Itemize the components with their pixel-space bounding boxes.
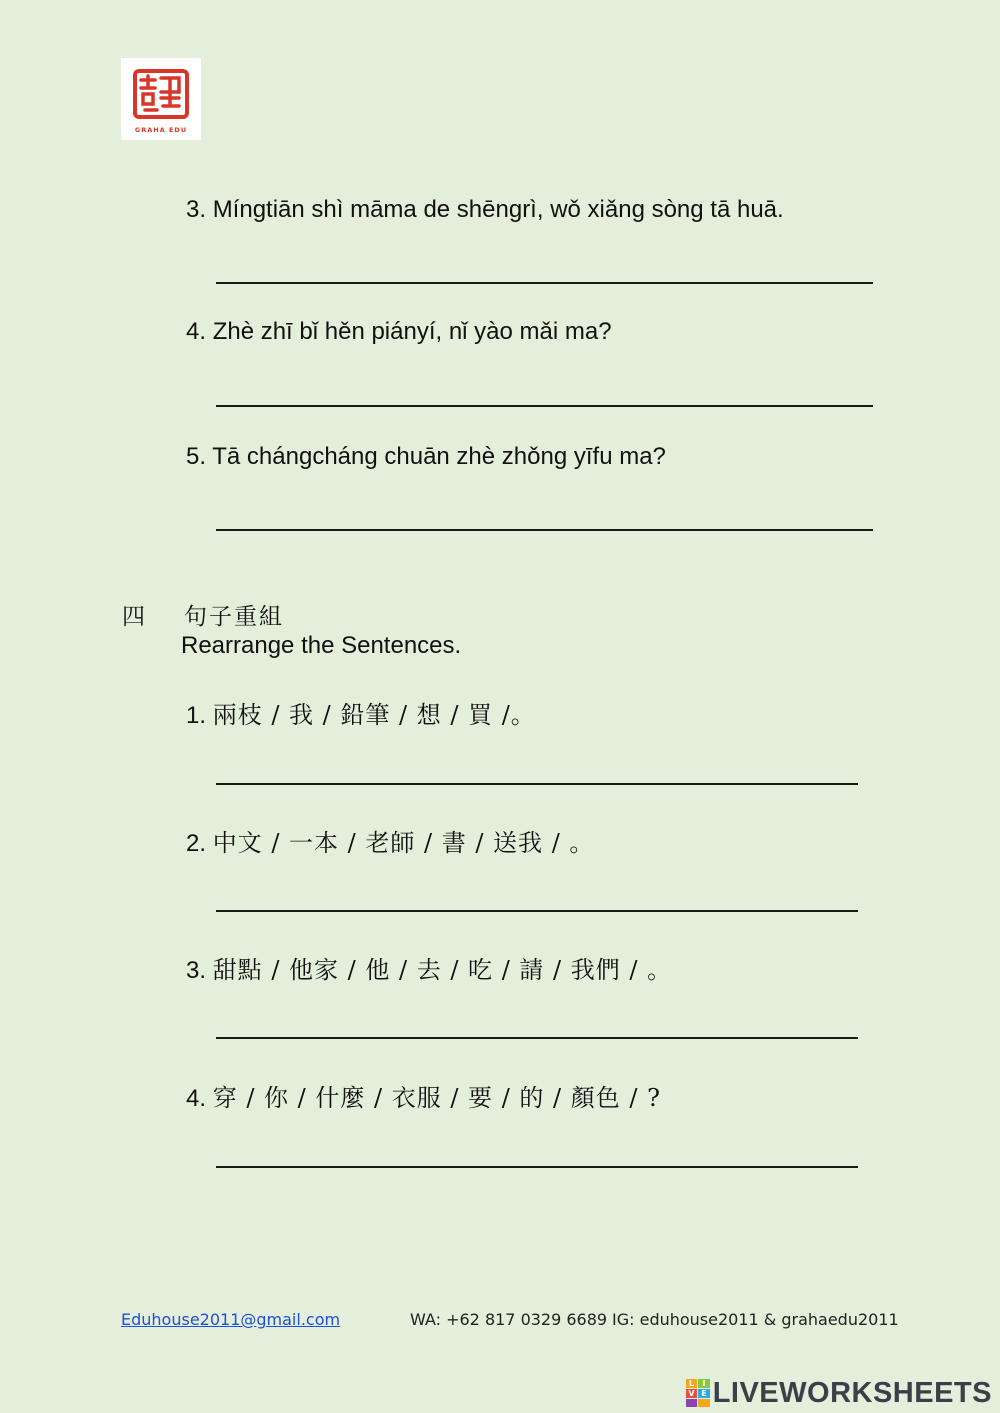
answer-line-rearrange-4[interactable] <box>216 1166 858 1168</box>
answer-line-pinyin-4[interactable] <box>216 405 873 407</box>
question-text: Tā chángcháng chuān zhè zhǒng yīfu ma? <box>212 443 666 470</box>
question-number: 4. <box>186 1085 207 1112</box>
question-number: 1. <box>186 702 207 729</box>
liveworksheets-brand[interactable] <box>686 1376 992 1410</box>
question-number: 4. <box>186 318 207 345</box>
pinyin-question-5 <box>186 443 666 471</box>
graha-edu-logo <box>121 58 201 140</box>
question-number: 5. <box>186 443 207 470</box>
question-text: 中文 / 一本 / 老師 / 書 / 送我 / 。 <box>212 829 595 857</box>
answer-line-rearrange-3[interactable] <box>216 1037 858 1039</box>
liveworksheets-logo-icon: L I V E <box>686 1379 710 1407</box>
rearrange-question-4 <box>186 1078 661 1113</box>
section-title: 句子重組 <box>184 604 284 630</box>
pinyin-question-3 <box>186 196 784 224</box>
pinyin-question-4 <box>186 318 612 346</box>
question-number: 3. <box>186 957 207 984</box>
svg-text:GRAHA EDU: GRAHA EDU <box>134 126 188 134</box>
footer-whatsapp: WA: +62 817 0329 6689 <box>410 1310 608 1329</box>
seal-icon <box>121 58 201 140</box>
section-subtitle: Rearrange the Sentences. <box>181 632 462 659</box>
question-text: Míngtiān shì māma de shēngrì, wǒ xiǎng sòng tā huā. <box>212 196 784 223</box>
question-text: 兩枝 / 我 / 鉛筆 / 想 / 買 /。 <box>212 701 536 729</box>
rearrange-question-2 <box>186 823 594 858</box>
answer-line-rearrange-1[interactable] <box>216 783 858 785</box>
rearrange-question-3 <box>186 950 672 985</box>
question-text: 穿 / 你 / 什麼 / 衣服 / 要 / 的 / 顏色 / ? <box>212 1084 661 1112</box>
answer-line-rearrange-2[interactable] <box>216 910 858 912</box>
question-number: 3. <box>186 196 207 223</box>
question-number: 2. <box>186 830 207 857</box>
liveworksheets-wordmark: LIVEWORKSHEETS <box>712 1376 992 1409</box>
section-number: 四 <box>122 604 145 630</box>
footer-email-link[interactable]: Eduhouse2011@gmail.com <box>121 1310 341 1329</box>
answer-line-pinyin-3[interactable] <box>216 282 873 284</box>
answer-line-pinyin-5[interactable] <box>216 529 873 531</box>
rearrange-question-1 <box>186 695 536 730</box>
question-text: 甜點 / 他家 / 他 / 去 / 吃 / 請 / 我們 / 。 <box>212 956 673 984</box>
question-text: Zhè zhī bǐ hěn piányí, nǐ yào mǎi ma? <box>212 318 612 345</box>
footer-instagram: IG: eduhouse2011 & grahaedu2011 <box>612 1310 899 1329</box>
